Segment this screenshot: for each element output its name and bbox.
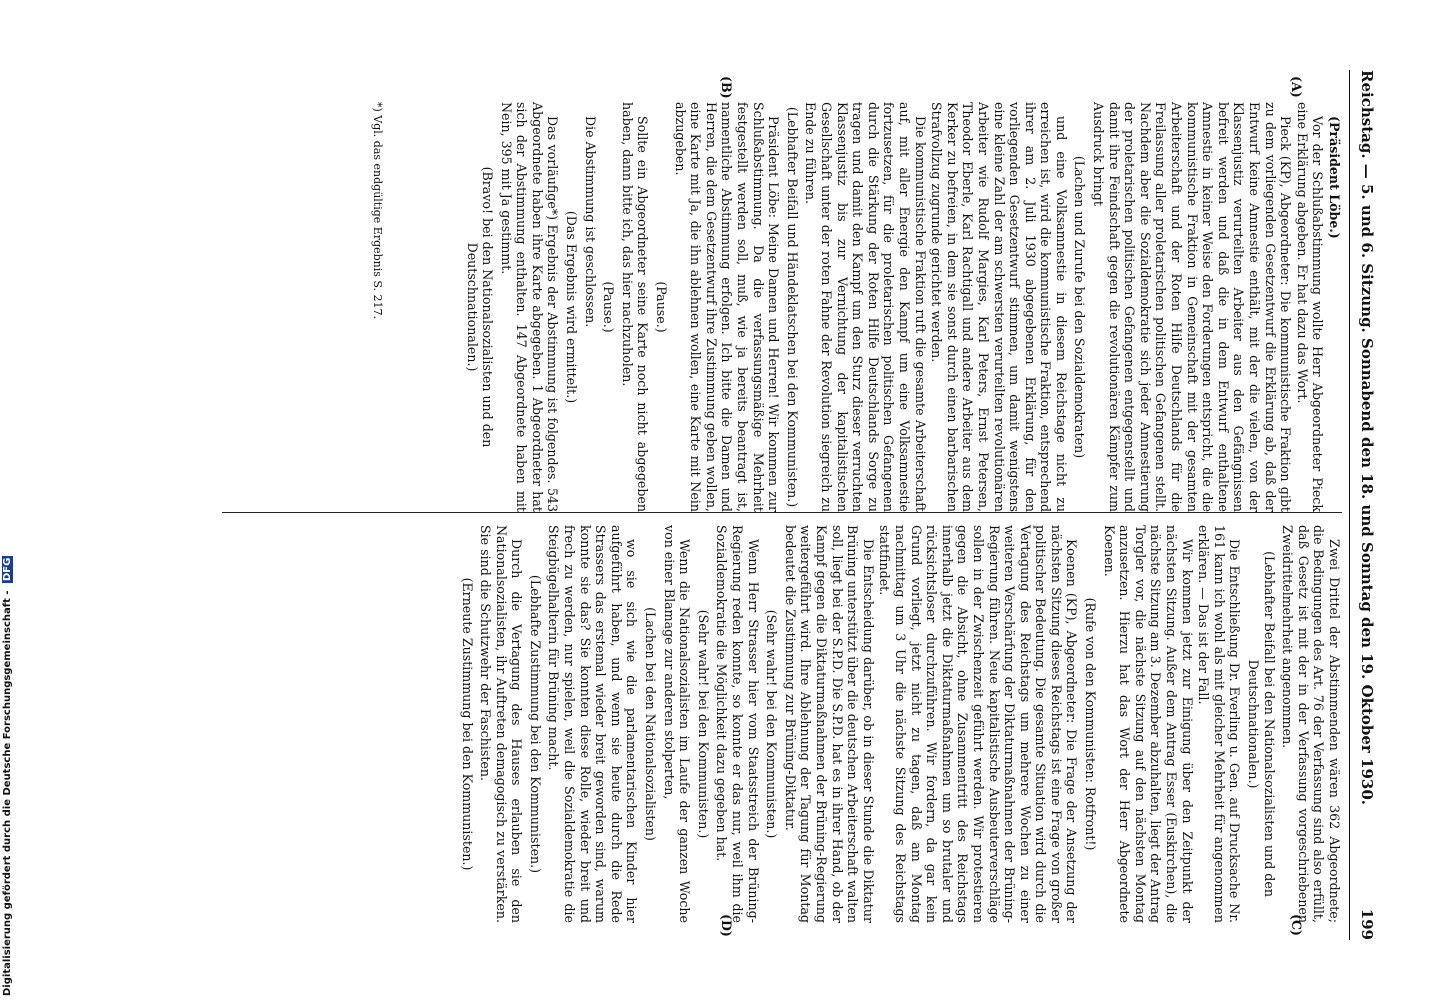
stage-direction: (Lebhafte Zustimmung bei den Kommunisten.): [527, 574, 543, 874]
paragraph: Koenen (KP), Abgeordneter: Die Frage der Ansetzung der nächsten Sitzung dieses Reichstags ist eine Frage von großer politischer Bedeutung. Die gesamte Situation wird durch die Vertagung des Reichstags um mehrere Wochen zu einer weiteren Verschärfung der Diktaturmaßnahmen der Brüning-Regierung führen. Neue kapitalistische Ausbeuterverschläge sollen in der Zwischenzeit geführt werden. Wir protestieren gegen die Absicht, ohne Zusammentritt des Reichstags innerhalb jetzt die Diktaturmaßnahmen um so brutaler und rücksichtsloser durchzuführen. Wir fordern, da gar kein Grund vorliegt, jetzt nicht zu tagen, daß am Montag nachmittag um 3 Uhr die nächste Sitzung des Reichstags stattfindet.: [877, 525, 1080, 923]
page-number: 199: [1358, 908, 1376, 940]
stage-direction: (Rufe von den Kommunisten: Rotfront!): [1083, 597, 1099, 851]
paragraph: Vor der Schlußabstimmung wollte Herr Abgeordneter Pieck eine Erklärung abgeben. Er hat dazu das Wort.: [1294, 102, 1326, 512]
dfg-logo: DFG: [2, 557, 13, 581]
left-column: [461, 102, 1342, 512]
margin-marker-c: (C): [1289, 914, 1304, 936]
stage-direction: (Lebhafter Beifall bei den Nationalsozialisten und den Deutschnationalen.): [1246, 551, 1277, 897]
paragraph: und eine Volksamnestie in diesem Reichstage nicht zu erreichen ist, wird die kommunistische Fraktion, entsprechend ihrer am 2. Juli 1930 abgegebenen Erklärung, für den vorliegenden Gesetzentwurf stimmen, um damit wenigstens eine kleine Zahl der am schwersten verurteilten revolutionären Arbeiter wie Rudolf Margies, Karl Peters, Ernst Petersen, Theodor Eberle, Karl Rachtigall und andere Arbeiter aus dem Kerker zu befreien, in dem sie sonst durch einen barbarischen Strafvollzug zugrunde gerichtet werden.: [929, 102, 1069, 512]
paragraph: Durch die Vertagung des Hauses erlauben sie den Nationalsozialisten, ihr Auftreten demagogisch zu verstärken. Sie sind die Schutzwehr der Faschisten.: [478, 525, 525, 923]
margin-marker-a: (A): [1289, 76, 1304, 98]
paragraph: Die Abstimmung ist geschlossen.: [582, 116, 598, 328]
stage-direction: (Das Ergebnis wird ermittelt.): [564, 210, 580, 404]
paragraph: Die kommunistische Fraktion ruft die gesamte Arbeiterschaft auf, mit aller Energie den Kampf um eine Volksamnestie fortzusetzen, für die proletarischen politischen Gefangenen durch die Stärkung der Roten Hilfe Deutschlands Sorge zu tragen und damit den Kampf um den Sturz dieser verruchten Klassenjustiz bis zur Vernichtung der kapitalistischen Gesellschaft unter der roten Fahne der Revolution siegreich zu Ende zu führen.: [803, 102, 928, 512]
header-rule: [1349, 70, 1350, 940]
paragraph: Wir kommen jetzt zur Einigung über den Zeitpunkt der nächsten Sitzung. Außer dem Antrag Esser (Euskirchen), die nächste Sitzung am 3. Dezember abzuhalten, liegt der Antrag Torgler vor, die nächste Sitzung auf den nächsten Montag anzusetzen. Hierzu hat das Wort der Herr Abgeordnete Koenen.: [1101, 525, 1195, 923]
footnote: *) Vgl. das endgültige Ergebnis S. 217.: [371, 102, 384, 320]
page-header: [1358, 70, 1376, 940]
paragraph: Sollte ein Abgeordneter seine Karte noch nicht abgegeben haben, dann bitte ich, das hier nachzuholen.: [619, 102, 651, 512]
paragraph: (Präsident Löbe.): [1327, 116, 1342, 239]
right-column: [222, 512, 1342, 923]
header-title: Reichstag. — 5. und 6. Sitzung. Sonnabend den 18. und Sonntag den 19. Oktober 1930.: [1358, 70, 1376, 806]
stage-direction: (Lachen und Zurufe bei den Sozialdemokraten): [1072, 155, 1088, 459]
digitization-note-bar: [2, 0, 16, 996]
paragraph: Wenn die Nationalsozialisten im Laufe der ganzen Woche von einer Blamage zur anderen stolperten,: [661, 525, 693, 923]
margin-marker-d: (D): [719, 914, 734, 937]
stage-direction: (Sehr wahr! bei den Kommunisten.): [764, 609, 780, 839]
stage-direction: (Erneute Zustimmung bei den Kommunisten.): [459, 577, 475, 871]
paragraph: Pieck (KP), Abgeordneter: Die kommunistische Fraktion gibt zu dem vorliegenden Gesetzentwurf die Erklärung ab, daß der Entwurf keine Amnestie enthält, mit der die vielen, von der Klassenjustiz verurteilten Arbeiter aus den Gefängnissen befreit werden und daß die in dem Entwurf enthaltene Amnestie in keiner Weise den Forderungen entspricht, die die kommunistische Fraktion in Gemeinschaft mit der gesamten Arbeiterschaft und der Roten Hilfe Deutschlands für die Freilassung aller proletarischen politischen Gefangenen stellt. Nachdem aber die Sozialdemokratie sich jeder Amnestierung der proletarischen politischen Gefangenen entgegenstellt und damit ihre Feindschaft gegen die revolutionären Kämpfer zum Ausdruck bringt: [1091, 102, 1294, 512]
stage-direction: (Pause.): [601, 281, 617, 333]
paragraph: Die Entschließung Dr. Everling u. Gen. auf Drucksache Nr. 161 kann ich wohl als mit gleicher Mehrheit für angenommen erklären. — Das ist der Fall.: [1196, 525, 1243, 923]
paragraph: wo sie sich wie die parlamentarischen Kinder hier aufgeführt haben, und wenn sie heute durch die Rede Strassers das erstemal wieder breit geworden sind, warum konnte sie das? Sie konnten diese Rolle, wieder breit und frech zu werden, nur spielen, weil die Sozialdemokratie die Steigbügelhalterin für Brüning macht.: [546, 525, 640, 923]
paragraph: Die Entscheidung darüber, ob in dieser Stunde die Diktatur Brüning unterstützt über die deutschen Arbeiterschaft walten soll, liegt bei der S.P.D. Die S.P.D. hat es in ihrer Hand, ob der Kampf gegen die Diktaturmaßnahmen der Brüning-Regierung weitergeführt wird. Ihre Ablehnung der Tagung für Montag bedeutet die Zustimmung zur Brüning-Diktatur.: [782, 525, 876, 923]
stage-direction: (Lebhafter Beifall und Händeklatschen bei den Kommunisten.): [784, 106, 800, 508]
paragraph: Zwei Drittel der Abstimmenden wären 362 Abgeordnete; die Bedingungen des Art. 76 der Verfassung sind also erfüllt, daß Gesetz ist mit der in der Verfassung vorgeschriebenen Zweidrittelmehrheit angenommen.: [1280, 525, 1342, 923]
stage-direction: (Lachen bei den Nationalsozialisten): [643, 607, 659, 841]
stage-direction: (Pause.): [654, 281, 670, 333]
paragraph: Wenn Herr Strasser hier vom Staatsstreich der Brüning-Regierung reden konnte, so konnte er das nur, weil ihm die Sozialdemokratie die Möglichkeit dazu gegeben hat.: [714, 525, 761, 923]
paragraph: Präsident Löbe: Meine Damen und Herren! Wir kommen zur Schlußabstimmung. Da die verfassungsmäßige Mehrheit festgestellt werden soll, muß, wie ja bereits beantragt ist, namentliche Abstimmung erfolgen. Ich bitte die Damen und Herren, die dem Gesetzentwurf ihre Zustimmung geben wollen, eine Karte mit Ja, die ihn ablehnen wollen, eine Karte mit Nein abzugeben.: [672, 102, 782, 512]
stage-direction: (Sehr wahr! bei den Kommunisten.): [695, 609, 711, 839]
stage-direction: (Bravo! bei den Nationalsozialisten und den Deutschnationalen.): [464, 166, 496, 448]
paragraph: Das vorläufige*) Ergebnis der Abstimmung ist folgendes. 543 Abgeordnete haben ihre Karte abgegeben. 1 Abgeordneter hat sich der Abstimmung enthalten. 147 Abgeordnete haben mit Nein, 395 mit Ja gestimmt.: [498, 102, 561, 512]
margin-marker-b: (B): [719, 76, 734, 99]
digitization-note: Digitalisierung gefördert durch die Deutsche Forschungsgemeinschaft -: [2, 590, 13, 996]
